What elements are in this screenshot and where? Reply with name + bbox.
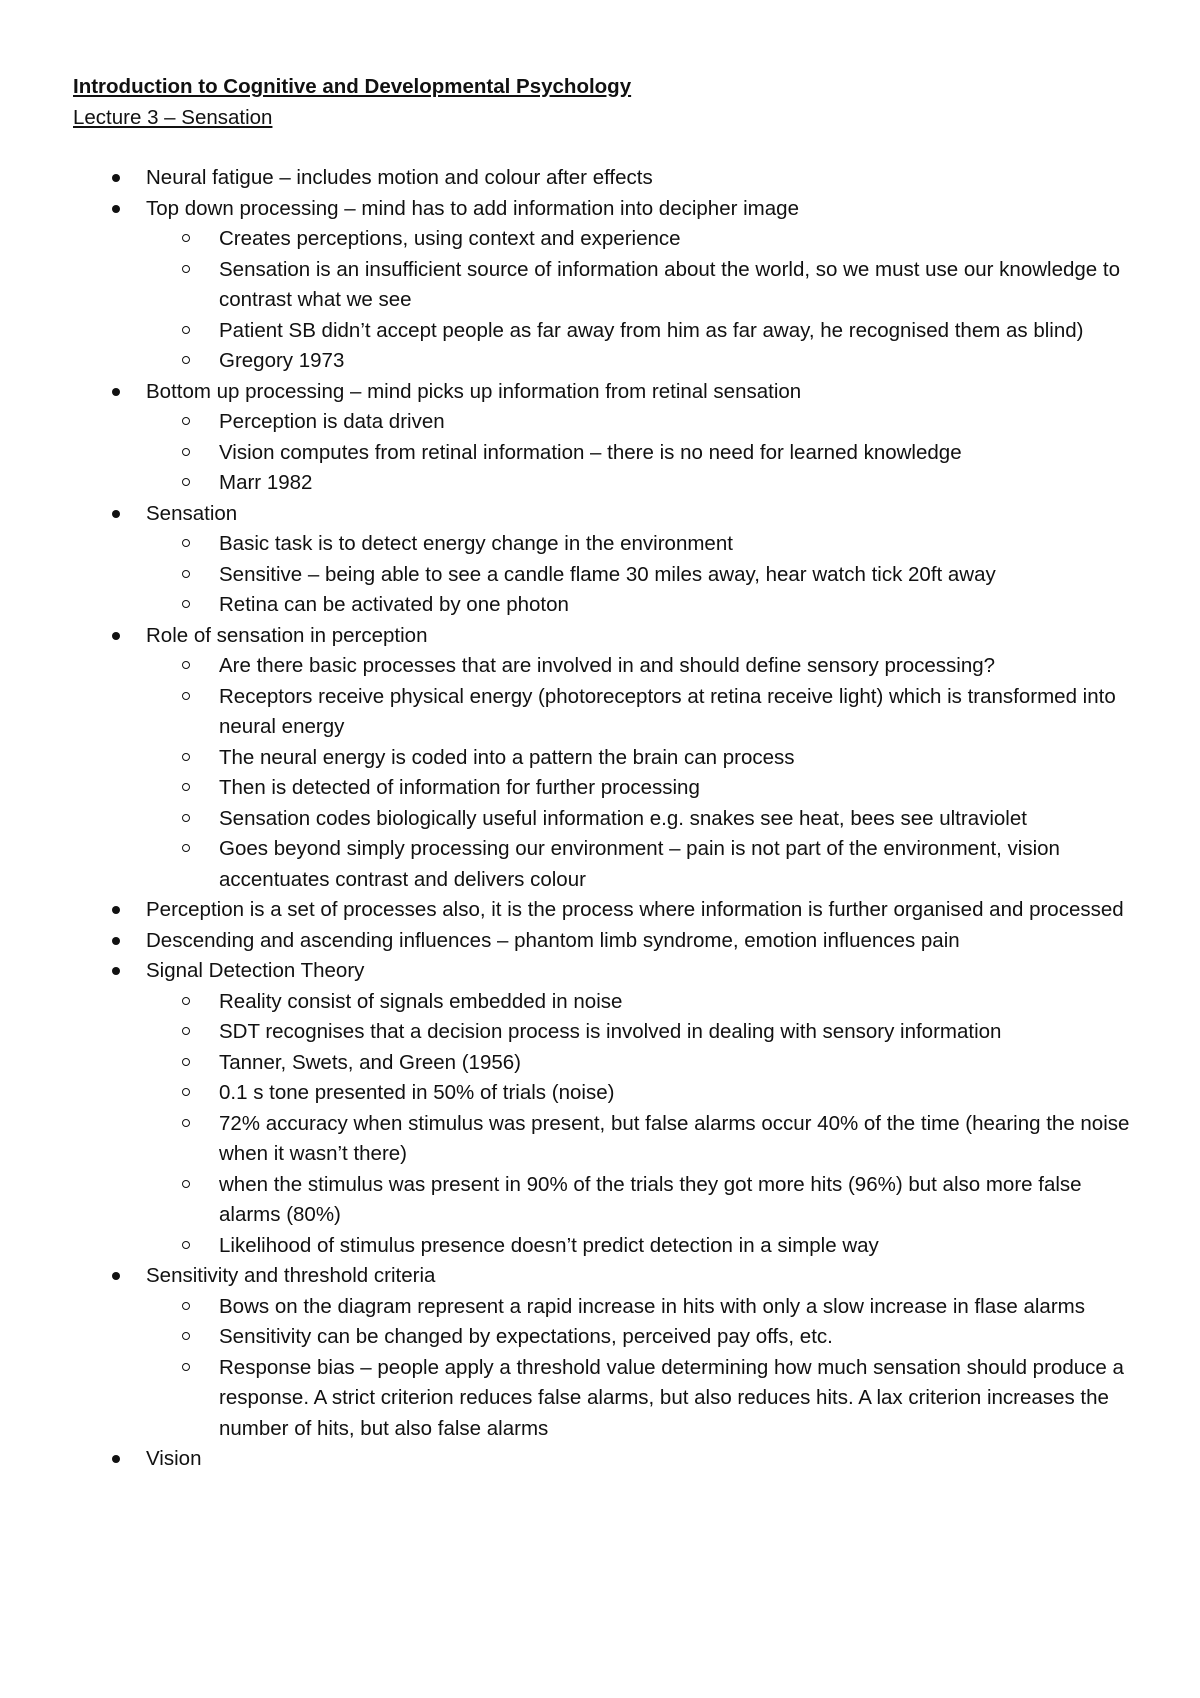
bullet-text: Role of sensation in perception [146, 623, 428, 647]
sub-bullet-item: Basic task is to detect energy change in the environment [146, 529, 1133, 560]
bullet-item [73, 1444, 1133, 1475]
sub-bullet-item: Goes beyond simply processing our environment – pain is not part of the environment, vision accentuates contrast and delivers colour [146, 834, 1133, 895]
sub-bullet-item: Marr 1982 [146, 468, 1133, 499]
bullet-item [73, 926, 1133, 957]
sub-bullet-item: Likelihood of stimulus presence doesn’t predict detection in a simple way [146, 1231, 1133, 1262]
bullet-text: Neural fatigue – includes motion and colour after effects [146, 166, 653, 189]
sub-bullet-list [146, 224, 1133, 377]
sub-bullet-item: Reality consist of signals embedded in noise [146, 987, 1133, 1018]
sub-bullet-list [146, 407, 1133, 499]
bullet-text: Signal Detection Theory [146, 959, 365, 982]
sub-bullet-item: 0.1 s tone presented in 50% of trials (noise) [146, 1078, 1133, 1109]
sub-bullet-item: Patient SB didn’t accept people as far away from him as far away, he recognised them as blind) [146, 316, 1133, 347]
lecture-subtitle: Lecture 3 – Sensation [73, 105, 273, 129]
bullet-item [73, 956, 1133, 1261]
bullet-item [73, 499, 1133, 621]
sub-bullet-item: Tanner, Swets, and Green (1956) [146, 1048, 1133, 1079]
sub-bullet-list [146, 987, 1133, 1262]
sub-bullet-item: Sensitivity can be changed by expectations, perceived pay offs, etc. [146, 1322, 1133, 1353]
sub-bullet-item: Sensation is an insufficient source of information about the world, so we must use our knowledge to contrast what we see [146, 255, 1133, 316]
bullet-item [73, 377, 1133, 499]
sub-bullet-item: Creates perceptions, using context and experience [146, 224, 1133, 255]
bullet-text: Vision [146, 1447, 202, 1470]
sub-bullet-item: Response bias – people apply a threshold value determining how much sensation should produce a response. A strict criterion reduces false alarms, but also reduces hits. A lax criterion increases the number of hits, but also false alarms [146, 1353, 1133, 1445]
sub-bullet-item: Sensation codes biologically useful information e.g. snakes see heat, bees see ultraviolet [146, 804, 1133, 835]
bullet-item [73, 1261, 1133, 1444]
sub-bullet-list [146, 651, 1133, 895]
sub-bullet-item: Gregory 1973 [146, 346, 1133, 377]
sub-bullet-item: when the stimulus was present in 90% of the trials they got more hits (96%) but also more false alarms (80%) [146, 1170, 1133, 1231]
sub-bullet-item: Retina can be activated by one photon [146, 590, 1133, 621]
sub-bullet-item: Receptors receive physical energy (photoreceptors at retina receive light) which is transformed into neural energy [146, 682, 1133, 743]
bullet-list [73, 163, 1133, 1475]
sub-bullet-list [146, 1292, 1133, 1445]
bullet-text: Bottom up processing – mind picks up information from retinal sensation [146, 379, 802, 403]
sub-bullet-list [146, 529, 1133, 621]
document-title: Introduction to Cognitive and Developmental Psychology [73, 75, 632, 98]
sub-bullet-item: Are there basic processes that are involved in and should define sensory processing? [146, 651, 1133, 682]
bullet-text: Top down processing – mind has to add information into decipher image [146, 196, 799, 220]
document-content [73, 72, 1133, 1475]
sub-bullet-item: Bows on the diagram represent a rapid increase in hits with only a slow increase in flase alarms [146, 1292, 1133, 1323]
bullet-text: Sensation [146, 501, 238, 525]
bullet-text: Perception is a set of processes also, it is the process where information is further organised and processed [146, 898, 1124, 921]
bullet-item [73, 621, 1133, 896]
sub-bullet-item: Perception is data driven [146, 407, 1133, 438]
bullet-item [73, 194, 1133, 377]
bullet-item [73, 163, 1133, 194]
bullet-text: Sensitivity and threshold criteria [146, 1264, 436, 1287]
bullet-item [73, 895, 1133, 926]
sub-bullet-item: Then is detected of information for further processing [146, 773, 1133, 804]
sub-bullet-item: The neural energy is coded into a pattern the brain can process [146, 743, 1133, 774]
sub-bullet-item: Vision computes from retinal information – there is no need for learned knowledge [146, 438, 1133, 469]
bullet-text: Descending and ascending influences – phantom limb syndrome, emotion influences pain [146, 928, 960, 952]
sub-bullet-item: 72% accuracy when stimulus was present, but false alarms occur 40% of the time (hearing the noise when it wasn’t there) [146, 1109, 1133, 1170]
sub-bullet-item: SDT recognises that a decision process is involved in dealing with sensory information [146, 1017, 1133, 1048]
sub-bullet-item: Sensitive – being able to see a candle flame 30 miles away, hear watch tick 20ft away [146, 560, 1133, 591]
